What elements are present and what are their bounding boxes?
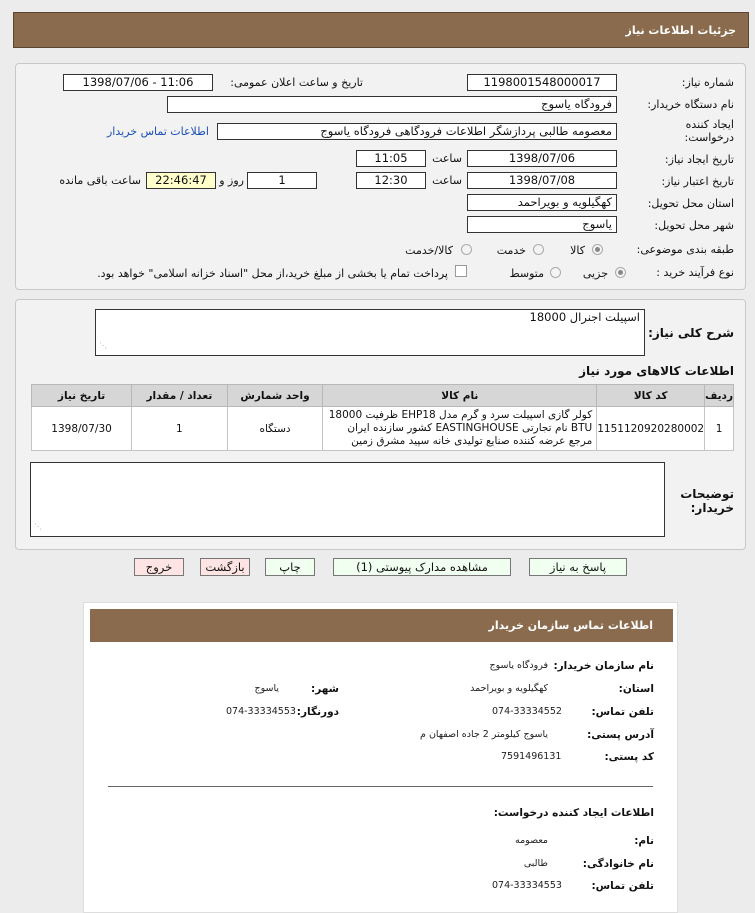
process-medium-label: متوسط <box>509 267 544 280</box>
back-button[interactable]: بازگشت <box>200 558 250 576</box>
col-qty: تعداد / مقدار <box>132 385 228 407</box>
org-value: فرودگاه یاسوج <box>489 660 548 671</box>
province-label: استان محل تحویل: <box>647 197 734 210</box>
resize-grip-icon: ⋰ <box>99 341 107 350</box>
city-label: شهر محل تحویل: <box>654 219 734 232</box>
table-row <box>32 407 734 451</box>
cell-name: کولر گازی اسپیلت سرد و گرم مدل EHP18 ظرفیت 18000 BTU نام تجارتی EASTINGHOUSE کشور سازنده ایران مرجع عرضه کننده صنایع تولیدی خانه سپید مشرق زمین <box>323 407 597 451</box>
validity-date-field[interactable]: 1398/07/08 <box>467 172 617 189</box>
contact-province-value: کهگیلویه و بویراحمد <box>470 683 548 694</box>
process-medium-radio[interactable] <box>550 267 561 278</box>
need-number-field[interactable]: 1198001548000017 <box>467 74 617 91</box>
category-goods-label: کالا <box>570 244 585 257</box>
process-label: نوع فرآیند خرید : <box>656 266 734 279</box>
buyer-contact-card <box>83 602 678 913</box>
created-date-field[interactable]: 1398/07/06 <box>467 150 617 167</box>
category-goods-radio[interactable] <box>592 244 603 255</box>
announce-label: تاریخ و ساعت اعلان عمومی: <box>230 76 363 89</box>
contact-city-label: شهر: <box>311 683 339 695</box>
page-title: جزئیات اطلاعات نیاز <box>625 24 736 37</box>
remaining-time-field: 22:46:47 <box>146 172 216 189</box>
exit-button[interactable]: خروج <box>134 558 184 576</box>
process-partial-radio[interactable] <box>615 267 626 278</box>
page-title-bar <box>13 12 749 48</box>
goods-table-wrapper <box>31 384 734 451</box>
contact-card-title: اطلاعات تماس سازمان خریدار <box>488 619 653 632</box>
reply-button[interactable]: پاسخ به نیاز <box>529 558 627 576</box>
cell-unit: دستگاه <box>227 407 323 451</box>
contact-city-value: یاسوج <box>254 683 279 694</box>
process-partial-label: جزیی <box>582 267 608 280</box>
col-date: تاریخ نیاز <box>32 385 132 407</box>
resize-grip-icon: ⋰ <box>34 522 42 531</box>
col-code: کد کالا <box>597 385 705 407</box>
created-time-field[interactable]: 11:05 <box>356 150 426 167</box>
print-button[interactable]: چاپ <box>265 558 315 576</box>
view-documents-button[interactable]: مشاهده مدارک پیوستی (1) <box>333 558 511 576</box>
category-both-radio[interactable] <box>461 244 472 255</box>
fax-label: دورنگار: <box>296 706 339 718</box>
category-service-label: خدمت <box>496 244 526 257</box>
summary-label: شرح کلی نیاز: <box>648 326 734 340</box>
contact-phone-value: 074-33334552 <box>492 706 562 717</box>
col-name: نام کالا <box>323 385 597 407</box>
province-field[interactable]: کهگیلویه و بویراحمد <box>467 194 617 211</box>
need-number-label: شماره نیاز: <box>681 76 734 89</box>
category-label: طبقه بندی موضوعی: <box>636 243 734 256</box>
creator-field[interactable]: معصومه طالبی پردازشگر اطلاعات فرودگاهی فرودگاه یاسوج <box>217 123 617 140</box>
contact-card-header <box>90 609 673 642</box>
category-both-label: کالا/خدمت <box>405 244 453 257</box>
goods-section-title: اطلاعات کالاهای مورد نیاز <box>579 364 734 378</box>
cell-date: 1398/07/30 <box>32 407 132 451</box>
buyer-field[interactable]: فرودگاه یاسوج <box>167 96 617 113</box>
treasury-payment-note: پرداخت تمام یا بخشی از مبلغ خرید،از محل "اسناد خزانه اسلامی" خواهد بود. <box>97 267 448 280</box>
validity-time-label: ساعت <box>432 174 462 187</box>
announce-field[interactable]: 1398/07/06 - 11:06 <box>63 74 213 91</box>
treasury-payment-checkbox[interactable] <box>455 265 467 277</box>
creator-phone-value: 074-33334553 <box>492 880 562 891</box>
goods-table <box>31 384 734 451</box>
creator-info-title: اطلاعات ایجاد کننده درخواست: <box>493 807 654 819</box>
org-label: نام سازمان خریدار: <box>553 660 654 672</box>
contact-phone-label: تلفن تماس: <box>591 706 654 718</box>
creator-phone-label: تلفن تماس: <box>591 880 654 892</box>
buyer-contact-link[interactable]: اطلاعات تماس خریدار <box>107 125 209 138</box>
address-label: آدرس پستی: <box>587 729 654 741</box>
validity-label: تاریخ اعتبار نیاز: <box>661 175 734 188</box>
creator-label: ایجاد کننده درخواست: <box>684 118 734 144</box>
summary-textarea[interactable] <box>95 309 645 356</box>
created-date-label: تاریخ ایجاد نیاز: <box>664 153 734 166</box>
cell-row: 1 <box>705 407 734 451</box>
col-unit: واحد شمارش <box>227 385 323 407</box>
summary-text: اسپیلت اجنرال 18000 <box>529 310 640 324</box>
address-value: یاسوج کیلومتر 2 جاده اصفهان م <box>420 729 548 740</box>
buyer-label: نام دستگاه خریدار: <box>647 98 734 111</box>
notes-textarea[interactable] <box>30 462 665 537</box>
postal-code-label: کد پستی: <box>604 751 654 763</box>
fax-value: 074-33334553 <box>226 706 296 717</box>
cell-code: 1151120920280002 <box>597 407 705 451</box>
contact-province-label: استان: <box>618 683 654 695</box>
cell-qty: 1 <box>132 407 228 451</box>
validity-time-field[interactable]: 12:30 <box>356 172 426 189</box>
notes-label: توضیحات خریدار: <box>680 487 734 515</box>
created-time-label: ساعت <box>432 152 462 165</box>
category-service-radio[interactable] <box>533 244 544 255</box>
creator-family-value: طالبی <box>523 858 548 869</box>
creator-family-label: نام خانوادگی: <box>582 858 654 870</box>
col-row: ردیف <box>705 385 734 407</box>
postal-code-value: 7591496131 <box>501 751 562 762</box>
city-field[interactable]: یاسوج <box>467 216 617 233</box>
contact-divider <box>108 786 653 787</box>
remaining-days-field[interactable]: 1 <box>247 172 317 189</box>
creator-name-label: نام: <box>634 835 654 847</box>
remaining-label: ساعت باقی مانده <box>59 174 141 187</box>
days-label: روز و <box>219 174 244 187</box>
table-header-row <box>32 385 734 407</box>
creator-name-value: معصومه <box>515 835 548 846</box>
